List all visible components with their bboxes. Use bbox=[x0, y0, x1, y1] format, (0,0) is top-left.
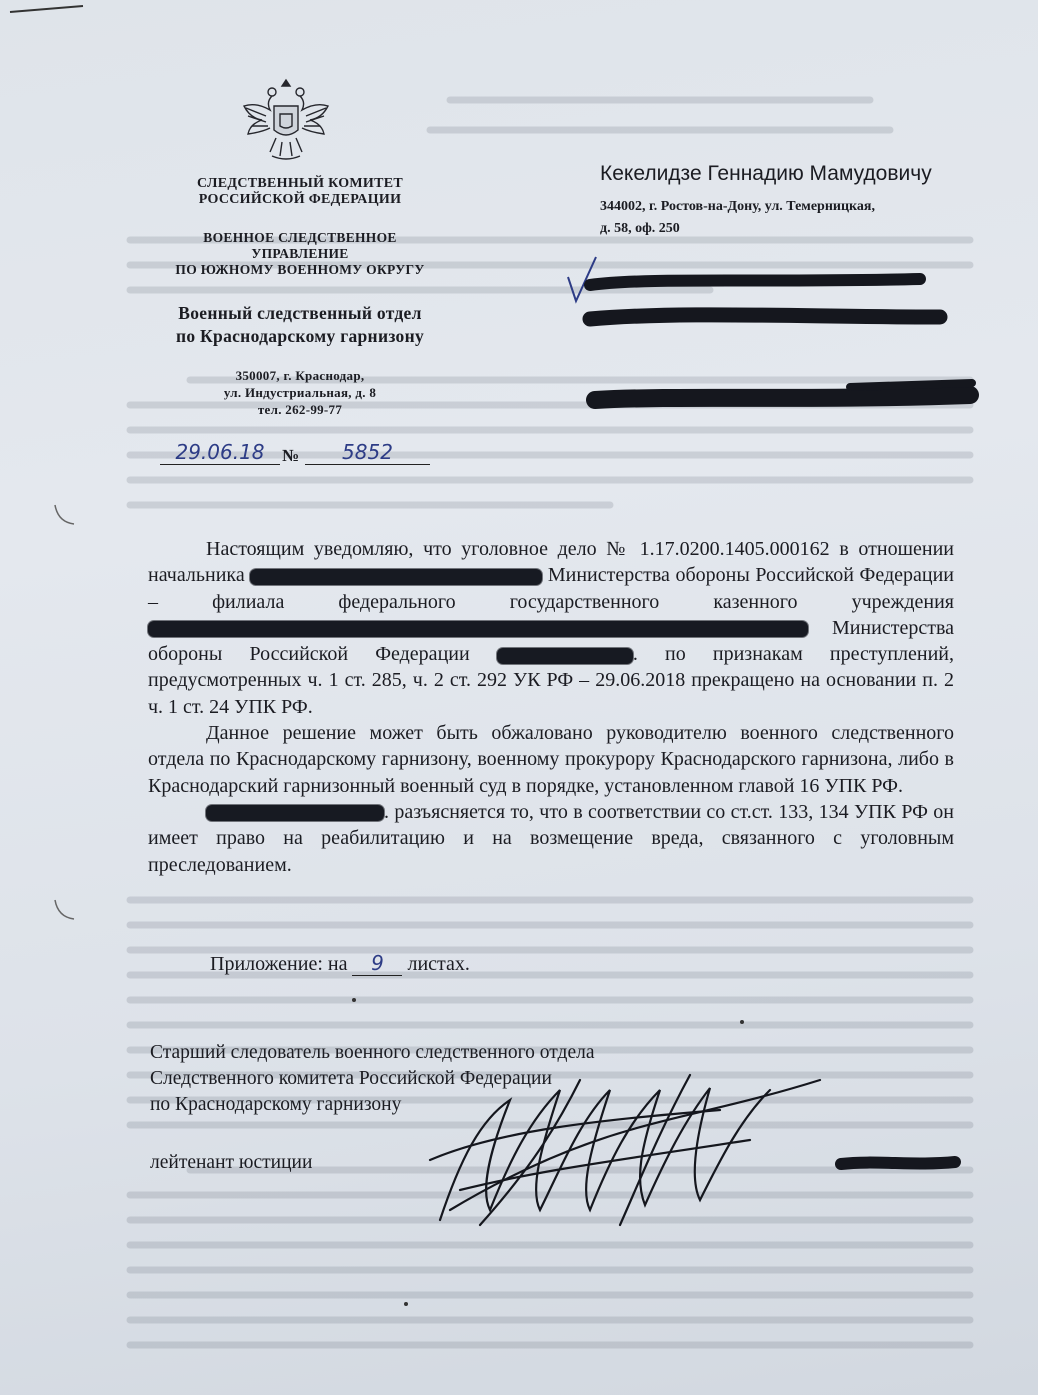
admin-line-1: ВОЕННОЕ СЛЕДСТВЕННОЕ bbox=[203, 230, 397, 245]
ink-dot bbox=[740, 1020, 744, 1024]
paragraph-2: Данное решение может быть обжаловано руководителю военного следственного отдела по Краснодарскому гарнизону, военному прокурору Краснодарского гарнизона, либо в Краснодарский гарнизонный военный суд в порядке, установленном главой 16 УПК РФ. bbox=[148, 722, 954, 797]
department-name bbox=[120, 302, 480, 348]
p1-text-c: Министерства обороны Российской Федерации bbox=[148, 616, 954, 666]
number-label: № bbox=[282, 446, 300, 465]
document-number: 5852 bbox=[305, 440, 430, 465]
addr-line-1: 350007, г. Краснодар, bbox=[235, 368, 365, 383]
attachment-unit: листах. bbox=[407, 953, 470, 975]
recipient-name: Кекелидзе Геннадию Мамудовичу bbox=[600, 162, 932, 185]
org-name bbox=[150, 176, 450, 208]
date-number-line bbox=[160, 440, 450, 472]
signer-line-3: по Краснодарскому гарнизону bbox=[150, 1094, 402, 1115]
signer-rank: лейтенант юстиции bbox=[150, 1152, 313, 1173]
department-address bbox=[170, 367, 430, 418]
admin-line-2: УПРАВЛЕНИЕ bbox=[251, 246, 349, 261]
scratch-mark bbox=[8, 0, 88, 20]
admin-name bbox=[150, 230, 450, 278]
admin-line-3: ПО ЮЖНОМУ ВОЕННОМУ ОКРУГУ bbox=[175, 262, 425, 277]
org-line-1: СЛЕДСТВЕННЫЙ КОМИТЕТ bbox=[196, 176, 403, 191]
dept-line-2: по Краснодарскому гарнизону bbox=[175, 326, 425, 346]
redacted-handwriting bbox=[560, 255, 980, 430]
p3-text: . разъясняется то, что в соответствии со ст.ст. 133, 134 УПК РФ он имеет право на реабилитацию и на возмещение вреда, связанного с уголовным преследованием. bbox=[148, 800, 954, 876]
hole-mark bbox=[50, 895, 80, 925]
ink-dot bbox=[352, 998, 356, 1002]
paragraph-3 bbox=[148, 799, 954, 878]
redacted-signer-name bbox=[835, 1150, 965, 1180]
p1-text-a: Настоящим уведомляю, что уголовное дело № 1.17.0200.1405.000162 в отношении начальника bbox=[148, 538, 954, 587]
dept-line-1: Военный следственный отдел bbox=[178, 303, 422, 323]
recipient-address-line-2: д. 58, оф. 250 bbox=[600, 221, 680, 236]
recipient-address bbox=[600, 196, 970, 240]
ink-dot bbox=[404, 1302, 408, 1306]
recipient-address-line-1: 344002, г. Ростов-на-Дону, ул. Темерницкая, bbox=[600, 199, 875, 214]
addr-line-2: ул. Индустриальная, д. 8 bbox=[223, 385, 377, 400]
signer-line-2: Следственного комитета Российской Федерации bbox=[150, 1068, 552, 1089]
redaction-block bbox=[148, 621, 808, 637]
attachment-line bbox=[210, 951, 470, 976]
hole-mark bbox=[50, 500, 80, 530]
p1-text-d: . по признакам преступлений, предусмотренных ч. 1 ст. 285, ч. 2 ст. 292 УК РФ – 29.06.2018 прекращено на основании п. 2 ч. 1 ст. 24 УПК РФ. bbox=[148, 643, 955, 718]
attachment-label: Приложение: на bbox=[210, 953, 348, 975]
redaction-block bbox=[206, 805, 384, 821]
state-emblem-icon bbox=[236, 72, 336, 162]
signer-line-1: Старший следователь военного следственного отдела bbox=[150, 1042, 595, 1063]
document-date: 29.06.18 bbox=[160, 440, 280, 465]
paragraph-1 bbox=[148, 536, 954, 720]
addr-line-3: тел. 262-99-77 bbox=[257, 402, 343, 417]
attachment-count: 9 bbox=[352, 951, 402, 976]
org-line-2: РОССИЙСКОЙ ФЕДЕРАЦИИ bbox=[198, 192, 402, 207]
redaction-block bbox=[497, 648, 633, 664]
letter-body bbox=[148, 536, 954, 878]
p1-text-b: Министерства обороны Российской Федерации – филиала федерального государственного казенного учреждения bbox=[148, 564, 954, 613]
redaction-block bbox=[250, 569, 542, 585]
handwritten-signature bbox=[420, 1060, 840, 1230]
